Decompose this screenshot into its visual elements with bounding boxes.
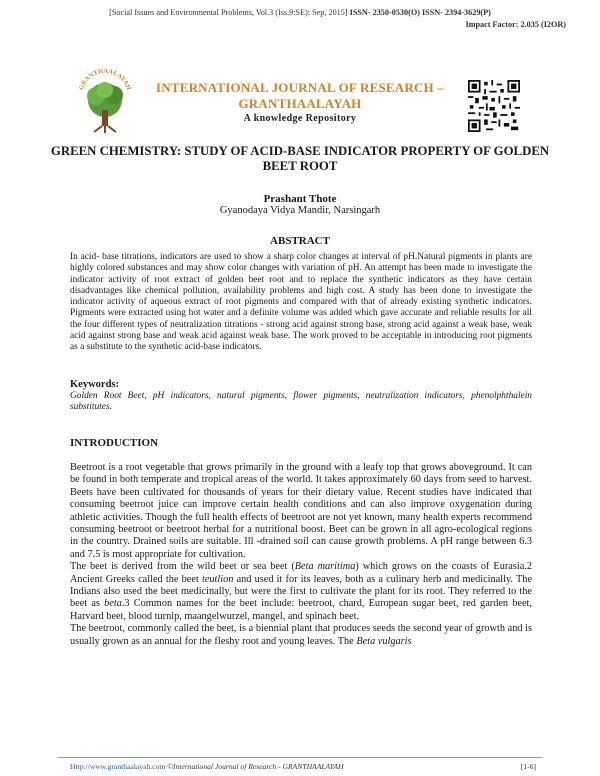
issn-text: ISSN- 2350-0530(O) ISSN- 2394-3629(P) <box>349 8 491 17</box>
page-range: [1-6] <box>520 762 536 771</box>
citation-text: [Social Issues and Environmental Problems, Vol.3 (Iss.9:SE): Sep, 2015] <box>109 8 348 17</box>
abstract-text: In acid- base titrations, indicators are used to show a sharp color changes at interval of pH.Natural pigments in plants are highly colored substances and may show color changes with variation of pH. An attempt has been made to investigate the indicator activity of root extract of golden beet root and to replace the synthetic indicators as they have certain disadvantages like chemical pollution, availability problems and high cost. A study has been done to investigate the indicator activity of aqueous extract of root pigments and compared with that of already existing synthetic indicators. Pigments were extracted using hot water and a definite volume was added which gave accurate and reliable results for all the four different types of neutralization titrations - strong acid against strong base, strong acid against a weak base, weak acid against strong base and weak acid against weak base. The work proved to be acceptable in introducing root pigments as a substitute to the synthetic acid-base indicators. <box>70 252 532 353</box>
keywords-heading: Keywords: <box>70 379 119 390</box>
masthead-line2: GRANTHAALAYAH <box>238 96 362 111</box>
journal-url-link[interactable]: Http://www.granthaalayah.com <box>70 762 166 771</box>
author-affiliation: Gyanodaya Vidya Mandir, Narsingarh <box>219 205 381 216</box>
introduction-body <box>70 462 532 648</box>
journal-logo-tree-icon <box>74 66 136 136</box>
footer-divider <box>58 757 542 758</box>
impact-factor: Impact Factor: 2.035 (I2OR) <box>465 20 566 29</box>
masthead-tagline: A knowledge Repository <box>243 113 357 124</box>
paper-title: GREEN CHEMISTRY: STUDY OF ACID-BASE INDICATOR PROPERTY OF GOLDEN BEET ROOT <box>50 144 550 173</box>
logo-arc-text: GRANTHAALAYAH <box>77 67 133 91</box>
introduction-heading: INTRODUCTION <box>70 437 159 449</box>
author-name: Prashant Thote <box>263 193 337 205</box>
abstract-heading: ABSTRACT <box>270 235 330 247</box>
qr-code-icon[interactable] <box>468 80 520 132</box>
footer-journal-name: ©International Journal of Research - GRANTHAALAYAH <box>167 762 344 771</box>
running-header <box>0 8 600 17</box>
intro-paragraph-3: The beetroot, commonly called the beet, is a biennial plant that produces seeds the second year of growth and is usually grown as an annual for the fleshy root and young leaves. The Beta vulgaris <box>70 623 532 647</box>
journal-masthead <box>145 80 455 125</box>
intro-paragraph-2: The beet is derived from the wild beet or sea beet (Beta maritima) which grows on the coasts of Eurasia.2 Ancient Greeks called the beet teutlion and used it for its leaves, both as a culinary herb and medicinally. The Indians also used the beet medicinally, but were the first to cultivate the plant for its root. They referred to the beet as beta.3 Common names for the beet include: beetroot, chard, European sugar beet, red garden beet, Harvard beet, blood turnip, maangelwurzel, mangel, and spinach beet. <box>70 561 533 622</box>
intro-paragraph-1: Beetroot is a root vegetable that grows primarily in the ground with a leafy top that grows aboveground. It can be found in both temperate and tropical areas of the world. It takes approximately 60 days from seed to harvest. Beets have been cultivated for thousands of years for their dietary value. Recent studies have indicated that consuming beetroot juice can improve certain health conditions and can also improve oxygenation during athletic activities. Though the full health effects of beetroot are not yet known, many health experts recommend consuming beetroot or beetroot herbal for a nutritional boost. Beet can be grown in all agro-ecological regions in the country. Drained soils are suitable. Ill -drained soil can cause growth problems. A pH range between 6.3 and 7.5 is most appropriate for cultivation. <box>70 462 532 560</box>
keywords-text: Golden Root Beet, pH indicators, natural pigments, flower pigments, neutralization indicators, phenolphthalein substitutes. <box>70 391 532 413</box>
masthead-line1: INTERNATIONAL JOURNAL OF RESEARCH – <box>156 80 444 95</box>
footer-text <box>70 762 344 771</box>
